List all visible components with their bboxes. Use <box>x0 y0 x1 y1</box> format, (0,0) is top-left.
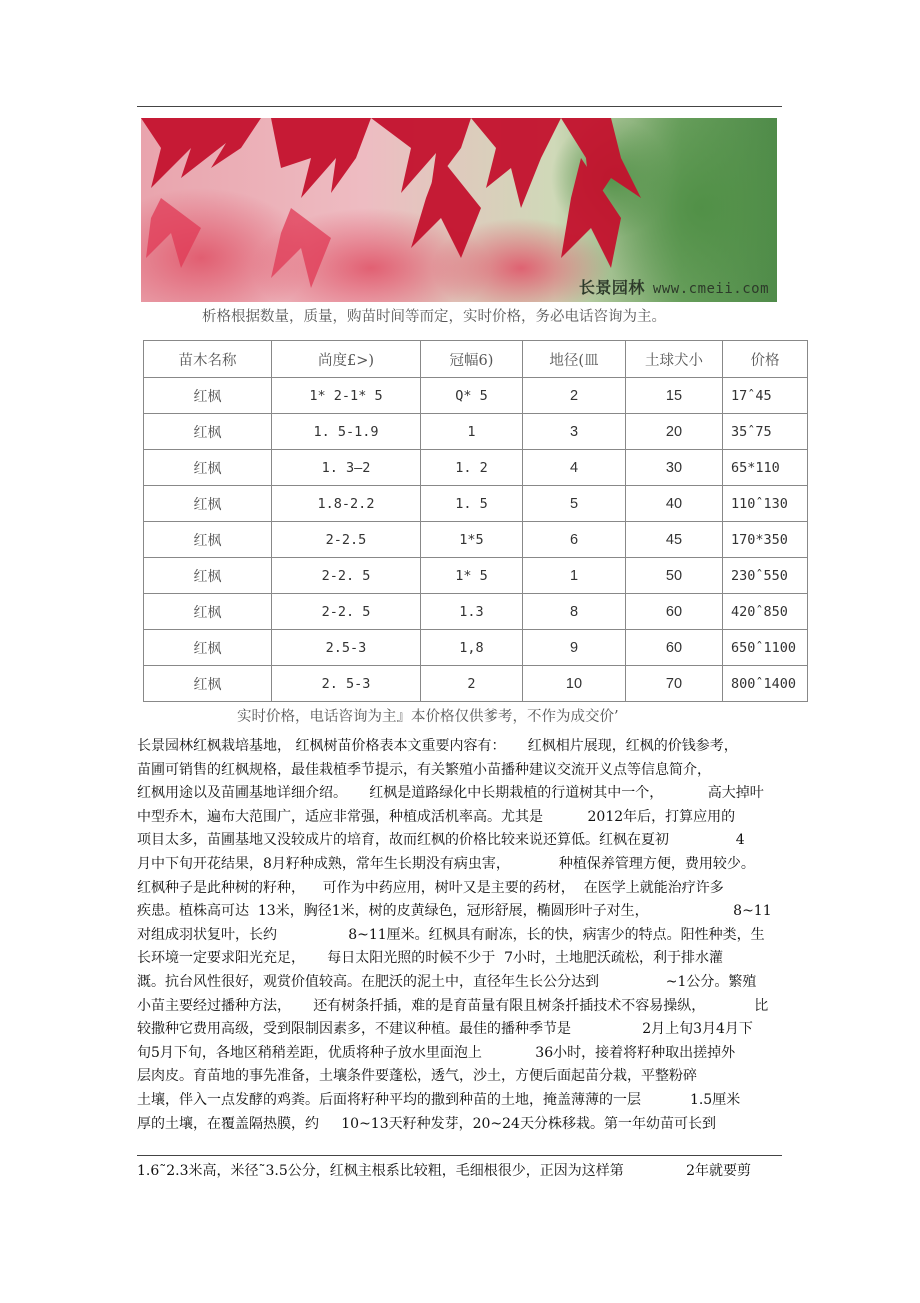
table-cell: 30 <box>626 450 723 486</box>
watermark-brand: 长景园林 <box>578 278 645 297</box>
table-row <box>144 666 808 702</box>
table-cell: 50 <box>626 558 723 594</box>
article-line: 溉。抗台风性很好，观赏价值较高。在肥沃的泥土中，直径年生长公分达到 ~1公分。繁殖 <box>137 974 757 990</box>
table-cell: 红枫 <box>144 378 272 414</box>
column-header: 苗木名称 <box>144 341 272 378</box>
price-disclaimer-caption: 实时价格，电话咨询为主』本价格仅供爹考，不作为成交价’ <box>237 709 619 725</box>
photo-watermark <box>579 275 769 298</box>
table-cell: 65*110 <box>723 450 808 486</box>
table-cell: 2 <box>421 666 523 702</box>
table-cell: Q* 5 <box>421 378 523 414</box>
table-cell: 2.5-3 <box>272 630 421 666</box>
article-line: 苗圃可销售的红枫规格，最佳栽植季节提示，有关繁殖小苗播种建议交流开义点等信息简介， <box>137 761 711 778</box>
table-cell: 红枫 <box>144 522 272 558</box>
article-line: 旬5月下旬，各地区稍稍差距，优质将种子放水里面泡上 36小时，接着将籽种取出搓掉外 <box>137 1044 736 1061</box>
table-cell: 红枫 <box>144 594 272 630</box>
price-note-caption: 析格根据数量，质量，购苗时间等而定，实时价格，务必电话咨询为主。 <box>202 309 666 325</box>
table-cell: 1,8 <box>421 630 523 666</box>
table-cell: 2-2. 5 <box>272 594 421 630</box>
table-cell: 2-2.5 <box>272 522 421 558</box>
article-line: 厚的土壤，在覆盖隔热膜，约 10~13天籽种发芽，20~24天分株移栽。第一年幼苗可长到 <box>137 1115 716 1132</box>
table-row <box>144 486 808 522</box>
article-line: 长景园林红枫栽培基地， 红枫树苗价格表本文重要内容有： 红枫相片展现，红枫的价钱参考， <box>137 738 738 754</box>
table-cell: 红枫 <box>144 558 272 594</box>
price-table <box>143 340 808 702</box>
red-maple-photo <box>141 118 777 302</box>
top-divider <box>137 106 782 107</box>
table-row <box>144 414 808 450</box>
article-line: 红枫用途以及苗圃基地详细介绍。 红枫是道路绿化中长期栽植的行道树其中一个， 高大掉叶 <box>137 785 764 802</box>
table-cell: 35ˆ75 <box>723 414 808 450</box>
table-row <box>144 630 808 666</box>
table-row <box>144 450 808 486</box>
table-row <box>144 558 808 594</box>
table-body <box>144 378 808 702</box>
table-cell: 1.3 <box>421 594 523 630</box>
column-header: 价格 <box>723 341 808 378</box>
table-cell: 1* 5 <box>421 558 523 594</box>
article-line: 月中下旬开花结果，8月籽种成熟，常年生长期没有病虫害， 种植保养管理方便，费用较少。 <box>137 856 755 872</box>
article-line: 红枫种子是此种树的籽种， 可作为中药应用，树叶又是主要的药材， 在医学上就能治疗许多 <box>137 879 724 896</box>
table-cell: 650ˆ1100 <box>723 630 808 666</box>
article-line: 层肉皮。育苗地的事先准备，土壤条件要蓬松，透气，沙土，方便后面起苗分栽，平整粉碎 <box>137 1068 697 1085</box>
table-header-row <box>144 341 808 378</box>
table-cell: 230ˆ550 <box>723 558 808 594</box>
table-cell: 420ˆ850 <box>723 594 808 630</box>
table-cell: 60 <box>626 630 723 666</box>
column-header: 地径(皿 <box>523 341 626 378</box>
table-cell: 10 <box>523 666 626 702</box>
table-cell: 红枫 <box>144 666 272 702</box>
table-cell: 4 <box>523 450 626 486</box>
article-line: 较撒种它费用高级，受到限制因素多，不建议种植。最佳的播种季节是 2月上旬3月4月下 <box>137 1021 753 1038</box>
table-cell: 45 <box>626 522 723 558</box>
table-cell: 40 <box>626 486 723 522</box>
table-cell: 9 <box>523 630 626 666</box>
article-line: 土壤，伴入一点发酵的鸡粪。后面将籽种平均的撒到种苗的土地，掩盖薄薄的一层 1.5厘米 <box>137 1092 741 1108</box>
article-line: 疾患。植株高可达 13米，胸径1米，树的皮黄绿色，冠形舒展，椭圆形叶子对生， 8~11 <box>137 903 772 920</box>
table-cell: 170*350 <box>723 522 808 558</box>
table-cell: 1. 5 <box>421 486 523 522</box>
column-header: 冠幅6) <box>421 341 523 378</box>
watermark-url: www.cmeii.com <box>652 281 769 297</box>
article-line: 长环境一定要求阳光充足， 每日太阳光照的时候不少于 7小时，土地肥沃疏松，利于排水灌 <box>137 950 724 967</box>
table-cell: 红枫 <box>144 414 272 450</box>
table-row <box>144 522 808 558</box>
article-line: 对组成羽状复叶，长约 8~11厘米。红枫具有耐冻，长的快，病害少的特点。阳性种类，生 <box>137 926 765 943</box>
table-cell: 1.8-2.2 <box>272 486 421 522</box>
article-line: 中型乔木，遍布大范围广，适应非常强，种植成活机率高。尤其是 2012年后，打算应用的 <box>137 808 736 825</box>
table-cell: 红枫 <box>144 486 272 522</box>
table-cell: 60 <box>626 594 723 630</box>
table-cell: 17ˆ45 <box>723 378 808 414</box>
table-cell: 红枫 <box>144 450 272 486</box>
article-line: 小苗主要经过播种方法， 还有树条扦插，难的是育苗量有限且树条扦插技术不容易操纵， 比 <box>137 997 769 1014</box>
table-row <box>144 594 808 630</box>
table-cell: 红枫 <box>144 630 272 666</box>
table-cell: 800ˆ1400 <box>723 666 808 702</box>
table-cell: 2 <box>523 378 626 414</box>
bottom-divider <box>137 1155 782 1156</box>
table-cell: 1. 5-1.9 <box>272 414 421 450</box>
column-header: 尚度£>) <box>272 341 421 378</box>
table-cell: 1* 2-1* 5 <box>272 378 421 414</box>
table-row <box>144 378 808 414</box>
article-line: 项目太多，苗圃基地又没较成片的培育，故而红枫的价格比较来说还算低。红枫在夏初 4 <box>137 832 745 849</box>
table-cell: 1 <box>523 558 626 594</box>
table-cell: 1*5 <box>421 522 523 558</box>
table-cell: 1. 2 <box>421 450 523 486</box>
table-cell: 3 <box>523 414 626 450</box>
table-cell: 20 <box>626 414 723 450</box>
table-cell: 1. 3—2 <box>272 450 421 486</box>
table-cell: 8 <box>523 594 626 630</box>
table-cell: 5 <box>523 486 626 522</box>
table-cell: 2-2. 5 <box>272 558 421 594</box>
article-last-line: 1.6˜2.3米高，米径˜3.5公分，红枫主根系比较粗，毛细根很少，正因为这样第 2年就要剪 <box>137 1163 752 1179</box>
table-cell: 110ˆ130 <box>723 486 808 522</box>
table-cell: 2. 5-3 <box>272 666 421 702</box>
table-cell: 15 <box>626 378 723 414</box>
column-header: 土球犬小 <box>626 341 723 378</box>
table-cell: 70 <box>626 666 723 702</box>
table-cell: 1 <box>421 414 523 450</box>
table-cell: 6 <box>523 522 626 558</box>
